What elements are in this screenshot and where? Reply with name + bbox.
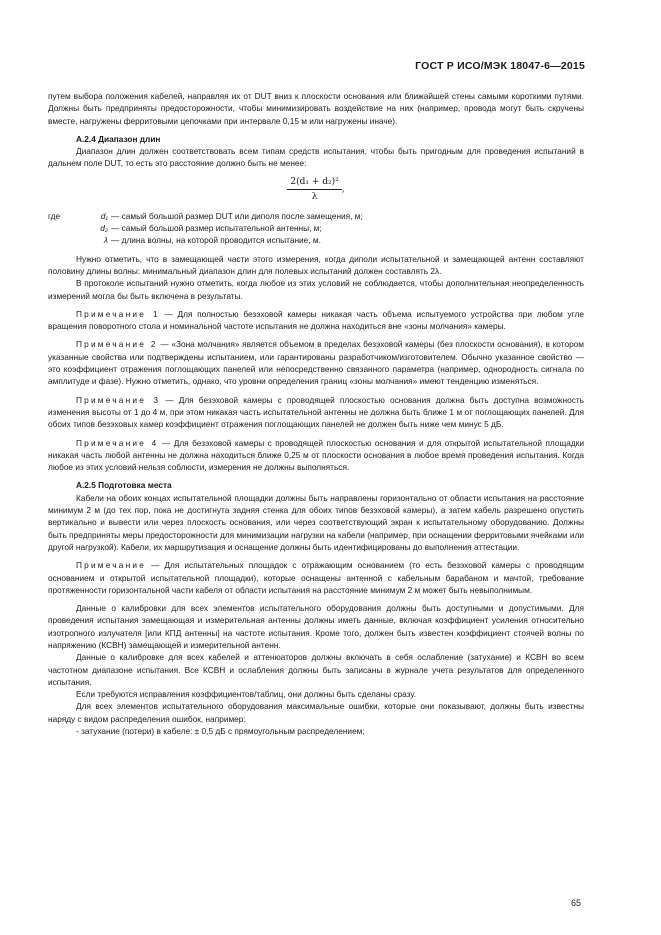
definition-text: — длина волны, на которой проводится испытание, м.: [111, 235, 321, 246]
definition-symbol: d₁: [100, 210, 108, 221]
definition-lead: [48, 222, 88, 234]
page-body: [48, 90, 584, 737]
document-header: ГОСТ Р ИСО/МЭК 18047-6—2015: [415, 60, 585, 72]
note-label: Примечание 2: [76, 339, 158, 350]
section-a25-paragraph: Данные о калибровке для всех кабелей и аттенюаторов должны включать в себя ослабление (затухание) и КСВН во всем частотном диапазоне испытания. Все КСВН и ослабления должны быть записаны в журнале учета результатов для определенного испытания.: [48, 652, 584, 687]
definition-symbol: d₂: [100, 223, 108, 234]
note-4: [48, 437, 584, 474]
definition-row: [48, 234, 584, 246]
formula-fraction: [287, 176, 341, 204]
note-2: [48, 338, 584, 387]
note-label: Примечание 1: [76, 308, 160, 319]
definition-text: — самый большой размер испытательной антенны, м;: [111, 223, 322, 234]
note-text: — Для безэховой камеры с проводящей плоскостью основания должна быть доступна возможность изменения высоты от 1 до 4 м, при этом никакая часть испытательной антенны не должна быть ближе 1 м от поглощающих панелей. Для обоих типов безэховых камер коэффициент отражения поглощающих панелей не должен быть ниже чем минус 5 дБ.: [48, 394, 584, 430]
note-3: [48, 394, 584, 431]
page-number: 65: [570, 898, 581, 908]
definition-lead: где: [48, 210, 61, 221]
symbol-definitions: [48, 210, 584, 247]
section-a25-paragraph: Кабели на обоих концах испытательной площадки должны быть направлены горизонтально от области испытания на расстояние минимум 2 м (до тех пор, пока не достигнута задняя стенка для обоих типов безэховой камеры), а затем кабель разрешено опустить вертикально и вывести или через плоскость основания, или через соответствующий экран к испытательному оборудованию. Должны быть предприняты меры предосторожности для минимизации нагрузки на кабели (например, при оснащении ферритовыми ячейками или другой нагрузкой). Кабели, их маршрутизация и оснащение должны быть идентифицированы до выполнения аттестации.: [48, 492, 584, 552]
list-item: - затухание (потери) в кабеле: ± 0,5 дБ с прямоугольным распределением;: [76, 726, 365, 737]
note-text: — «Зона молчания» является объемом в пределах безэховой камеры (без плоскости основания), в котором указанные свойства или подтверждены испытанием, или гарантированы разработчиком/изготовителем. Обычно указанное свойство — это коэффициент отражения поглощающих панелей или непосредственно связанного параметра (например, однородность сигнала по амплитуде и фазе). Нужно отметить, однако, что уровни определения границ «зоны молчания» имеют тенденцию изменяться.: [48, 339, 584, 387]
formula-numerator: 2(d₁ + d₂)²: [287, 176, 341, 190]
section-a25-paragraph: Если требуются исправления коэффициентов/таблиц, они должны быть сделаны сразу.: [76, 689, 416, 700]
note-text: — Для безэховой камеры с проводящей плоскостью основания и для открытой испытательной площадки никакая часть любой антенны не должна находиться ближе 0,25 м от плоскости основания в любое время проведения испытания. Когда любое из этих условий нельзя соблюсти, измерения не должны выполняться.: [48, 437, 584, 473]
section-a25-paragraph: Данные о калибровки для всех элементов испытательного оборудования должны быть доступными и допустимыми. Для проведения испытания замещающая и измерительная антенны должны иметь данные, включая коэффициент усиления относительно изотропного излучателя [или КПД антенны] на частоте испытания. Кроме того, должен быть известен коэффициент стоячей волны по напряжению (КСВН) замещающей и измерительной антенн.: [48, 603, 584, 650]
formula-trailing-comma: ,: [341, 184, 345, 195]
section-a24-paragraph: Нужно отметить, что в замещающей части этого измерения, когда диполи испытательной и замещающей антенн составляют половину длины волны: минимальный диапазон длин для полевых испытаний должен составлять 2λ.: [48, 253, 584, 276]
section-heading-a25: A.2.5 Подготовка места: [76, 480, 172, 491]
definition-symbol: λ: [103, 235, 108, 246]
formula-denominator: λ: [311, 192, 318, 203]
note-label: Примечание: [76, 560, 147, 571]
note-site: [48, 559, 584, 596]
section-heading-a24: A.2.4 Диапазон длин: [76, 133, 161, 144]
definition-row: [48, 222, 584, 234]
section-a25-paragraph: Для всех элементов испытательного оборудования максимальные ошибки, которые они показывают, должны быть известны наряду с видом распределения ошибок, например:: [48, 701, 584, 724]
paragraph-continuation: путем выбора положения кабелей, направляя их от DUT вниз к плоскости основания или ближайшей стены самыми короткими путями. Должны быть предприняты предосторожности, чтобы минимизировать воздействие на них (например, провода могут быть скручены вместе, нагружены ферритовыми цепочками при интервале 0,15 м или нагружены иначе).: [48, 91, 584, 126]
note-label: Примечание 3: [76, 394, 161, 405]
note-text: — Для полностью безэховой камеры никакая часть объема испытуемого устройства при любом угле вращения поворотного стола и номинальной частоте испытания не должна находиться вне «зоны молчания» камеры.: [48, 308, 585, 332]
definition-row: [48, 210, 584, 222]
far-field-formula: [48, 176, 584, 206]
note-label: Примечание 4: [76, 437, 159, 448]
note-text: — Для испытательных площадок с отражающим основанием (то есть безэховой камеры с проводящим основанием и открытой испытательной площадки), которые оснащены антенной с кабельным барабаном и мачтой, требование протяженности горизонтальной части кабеля от области испытания на расстояние минимум 2 м может быть невыполнимым.: [48, 560, 584, 595]
definition-text: — самый большой размер DUT или диполя после замещения, м;: [111, 210, 363, 221]
note-1: [48, 308, 584, 333]
section-a24-intro: Диапазон длин должен соответствовать всем типам средств испытания, чтобы быть пригодным для проведения испытаний в дальнем поле DUT, то есть это расстояние должно быть не менее:: [48, 146, 584, 169]
definition-lead: [48, 234, 88, 246]
section-a24-paragraph: В протоколе испытаний нужно отметить, когда любое из этих условий не соблюдается, чтобы дополнительная неопределенность измерений могла бы быть включена в результаты.: [48, 278, 584, 301]
